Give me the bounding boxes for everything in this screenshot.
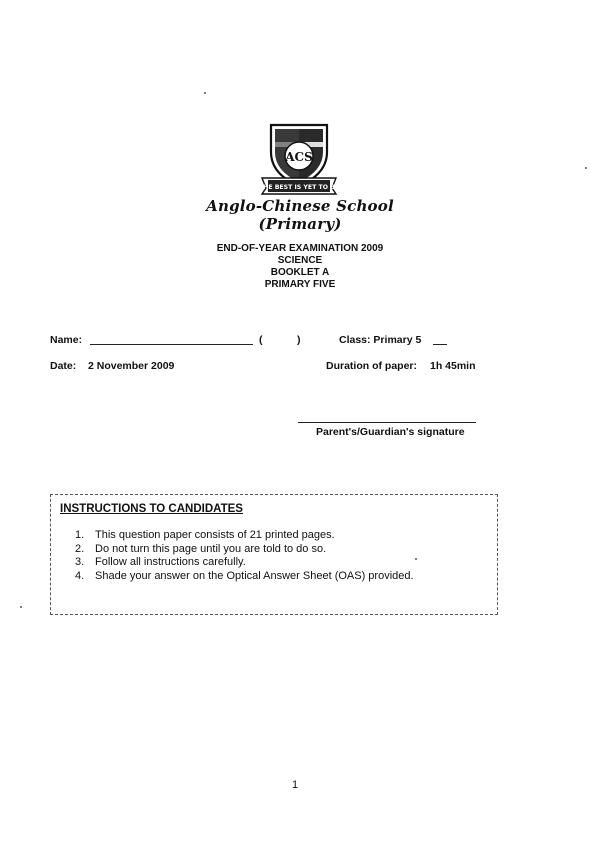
exam-booklet: BOOKLET A (270, 267, 330, 278)
signature-blank[interactable] (298, 422, 476, 423)
instructions-list (75, 529, 414, 583)
exam-level: PRIMARY FIVE (264, 279, 336, 290)
scan-speck (20, 606, 22, 608)
class-label: Class: Primary 5 (339, 334, 422, 346)
instruction-text: This question paper consists of 21 printed pages. (95, 529, 335, 541)
instruction-item (75, 556, 414, 570)
scan-speck (585, 167, 587, 169)
duration-label: Duration of paper: (326, 360, 417, 372)
name-blank[interactable] (90, 344, 253, 345)
crest-motto: THE BEST IS YET TO BE (258, 184, 340, 191)
index-open-bracket: ( (259, 334, 263, 346)
instruction-number: 2. (75, 542, 85, 555)
instructions-title: INSTRUCTIONS TO CANDIDATES (60, 503, 243, 515)
crest-initials: ACS (285, 150, 313, 164)
instructions-box (50, 494, 498, 615)
instruction-item (75, 570, 414, 584)
class-blank[interactable] (433, 344, 447, 345)
name-label: Name: (50, 334, 83, 346)
date-value: 2 November 2009 (88, 360, 175, 372)
date-label: Date: (50, 360, 77, 372)
exam-subject: SCIENCE (277, 255, 323, 266)
instruction-text: Follow all instructions carefully. (95, 556, 246, 568)
instruction-item (75, 529, 414, 543)
school-crest-logo (258, 122, 340, 196)
scan-speck (204, 92, 206, 94)
index-close-bracket: ) (297, 334, 301, 346)
instruction-text: Do not turn this page until you are told to do so. (95, 542, 327, 555)
instruction-item (75, 543, 414, 557)
instruction-number: 3. (75, 556, 85, 568)
page-number: 1 (291, 779, 299, 791)
exam-title: END-OF-YEAR EXAMINATION 2009 (216, 243, 384, 254)
signature-label: Parent's/Guardian's signature (316, 426, 465, 438)
duration-value: 1h 45min (430, 360, 476, 372)
school-name: Anglo-Chinese School (Primary) (206, 197, 394, 233)
instruction-number: 4. (75, 569, 85, 582)
instruction-number: 1. (75, 529, 85, 541)
instruction-text: Shade your answer on the Optical Answer Sheet (OAS) provided. (95, 569, 414, 582)
